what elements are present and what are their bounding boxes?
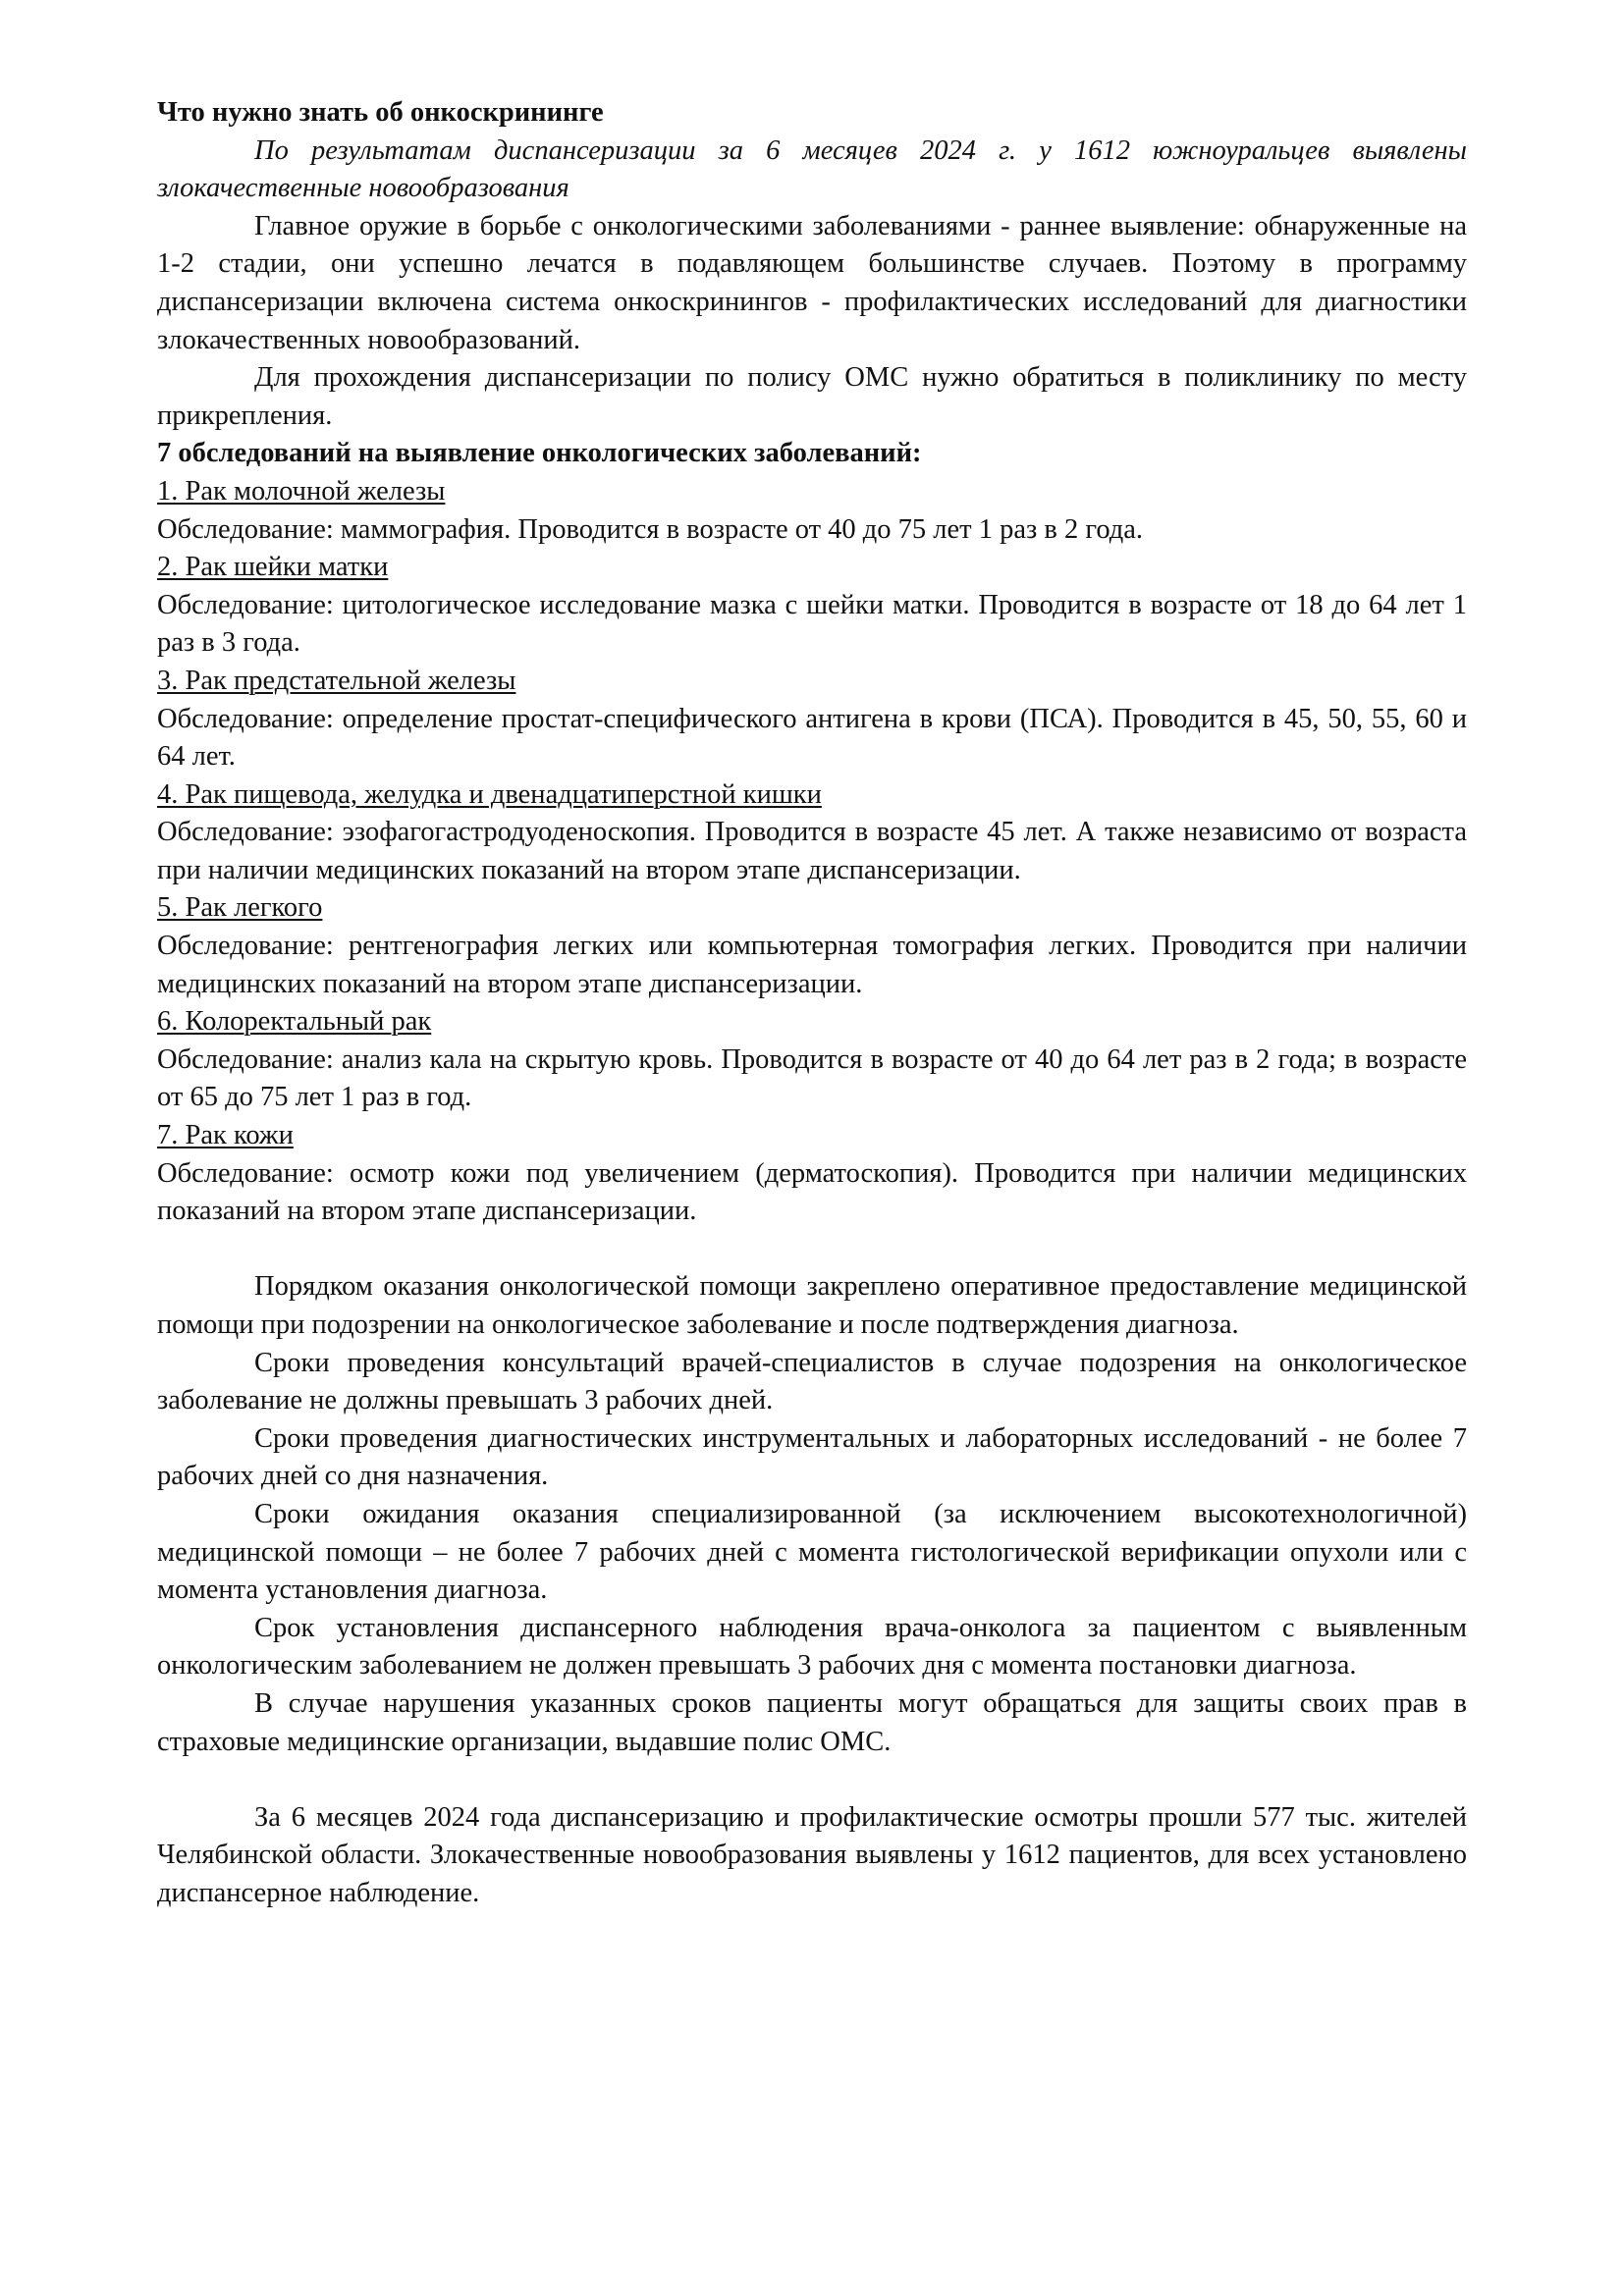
exam-item: [157, 889, 1467, 1003]
exam-text: Обследование: осмотр кожи под увеличением (дерматоскопия). Проводится при наличии медицинских показаний на втором этапе диспансеризации.: [157, 1157, 1467, 1227]
exam-title-text: 7. Рак кожи: [157, 1120, 294, 1151]
intro-paragraph: Для прохождения диспансеризации по полису ОМС нужно обратиться в поликлинику по месту прикрепления.: [157, 362, 1467, 431]
exam-title-text: 6. Колоректальный рак: [157, 1006, 432, 1038]
exam-text: Обследование: анализ кала на скрытую кровь. Проводится в возрасте от 40 до 64 лет раз в 2 года; в возрасте от 65 до 75 лет 1 раз в год.: [157, 1043, 1467, 1113]
document-title: Что нужно знать об онкоскрининге: [157, 97, 604, 128]
exam-item: [157, 1117, 1467, 1231]
exam-title-text: 2. Рак шейки матки: [157, 552, 389, 583]
exam-text: Обследование: цитологическое исследование мазка с шейки матки. Проводится в возрасте от 18 до 64 лет 1 раз в 3 года.: [157, 589, 1467, 659]
exam-title: [157, 663, 1467, 701]
terms-paragraph: Срок установления диспансерного наблюдения врача-онколога за пациентом с выявленным онкологическим заболеванием не должен превышать 3 рабочих дня с момента постановки диагноза.: [157, 1612, 1467, 1682]
terms-paragraph: Порядком оказания онкологической помощи закреплено оперативное предоставление медицинской помощи при подозрении на онкологическое заболевание и после подтверждения диагноза.: [157, 1271, 1467, 1340]
exam-title: [157, 473, 1467, 511]
exam-title-text: 5. Рак легкого: [157, 892, 323, 924]
exam-item: [157, 473, 1467, 549]
exam-title: [157, 889, 1467, 928]
exam-title: [157, 549, 1467, 587]
blank-line: [157, 1761, 1467, 1799]
terms-paragraph: Сроки проведения диагностических инструментальных и лабораторных исследований - не более 7 рабочих дней со дня назначения.: [157, 1422, 1467, 1492]
exam-title-text: 3. Рак предстательной железы: [157, 665, 516, 696]
exams-heading: 7 обследований на выявление онкологических заболеваний:: [157, 438, 922, 469]
exam-item: [157, 776, 1467, 890]
terms-paragraph: Сроки ожидания оказания специализированной (за исключением высокотехнологичной) медицинской помощи – не более 7 рабочих дней с момента гистологической верификации опухоли или с момента установления диагноза.: [157, 1498, 1467, 1606]
exam-title-text: 4. Рак пищевода, желудка и двенадцатиперстной кишки: [157, 778, 822, 810]
lead-paragraph: По результатам диспансеризации за 6 месяцев 2024 г. у 1612 южноуральцев выявлены злокачественные новообразования: [157, 134, 1467, 204]
exam-title: [157, 776, 1467, 815]
terms-paragraph: Сроки проведения консультаций врачей-специалистов в случае подозрения на онкологическое заболевание не должны превышать 3 рабочих дней.: [157, 1347, 1467, 1416]
exam-item: [157, 549, 1467, 663]
terms-paragraph: В случае нарушения указанных сроков пациенты могут обращаться для защиты своих прав в страховые медицинские организации, выдавшие полис ОМС.: [157, 1687, 1467, 1757]
summary-paragraph: За 6 месяцев 2024 года диспансеризацию и профилактические осмотры прошли 577 тыс. жителей Челябинской области. Злокачественные новообразования выявлены у 1612 пациентов, для всех установлено диспансерное наблюдение.: [157, 1801, 1467, 1908]
exam-item: [157, 1003, 1467, 1117]
exam-item: [157, 663, 1467, 776]
exam-text: Обследование: определение простат-специфического антигена в крови (ПСА). Проводится в 45, 50, 55, 60 и 64 лет.: [157, 703, 1467, 773]
blank-line: [157, 1231, 1467, 1269]
exam-title: [157, 1003, 1467, 1041]
document-page: [157, 94, 1467, 1913]
exam-text: Обследование: маммография. Проводится в возрасте от 40 до 75 лет 1 раз в 2 года.: [157, 513, 1144, 545]
exam-text: Обследование: эзофагогастродуоденоскопия. Проводится в возрасте 45 лет. А также независимо от возраста при наличии медицинских показаний на втором этапе диспансеризации.: [157, 817, 1467, 885]
exam-title-text: 1. Рак молочной железы: [157, 475, 446, 507]
exam-title: [157, 1117, 1467, 1155]
exam-text: Обследование: рентгенография легких или компьютерная томография легких. Проводится при наличии медицинских показаний на втором этапе диспансеризации.: [157, 931, 1467, 999]
intro-paragraph: Главное оружие в борьбе с онкологическими заболеваниями - раннее выявление: обнаруженные на 1-2 стадии, они успешно лечатся в подавляющем большинстве случаев. Поэтому в программу диспансеризации включена система онкоскринингов - профилактических исследований для диагностики злокачественных новообразований.: [157, 210, 1467, 355]
